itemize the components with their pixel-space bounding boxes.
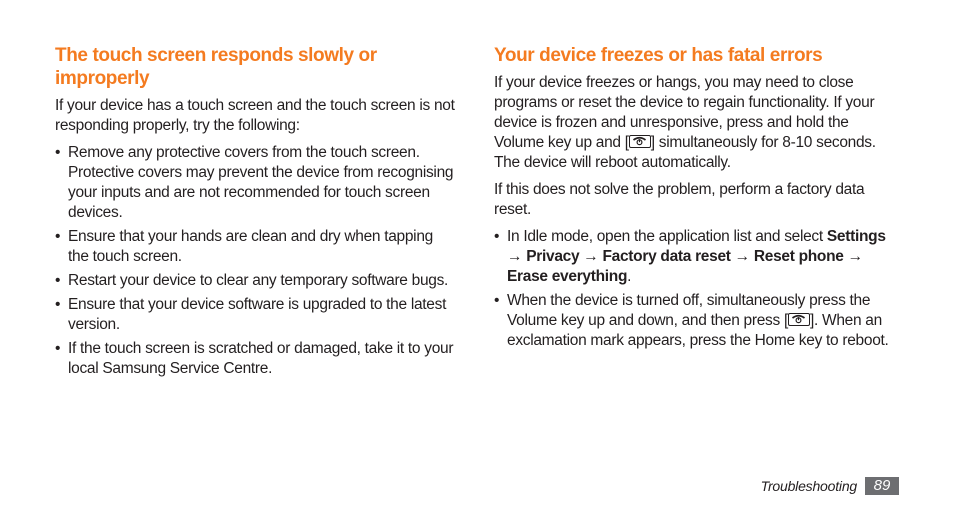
page-footer	[761, 477, 899, 495]
right-column	[494, 44, 899, 355]
list-item	[494, 291, 899, 351]
power-end-key-icon	[788, 313, 810, 326]
page-number: 89	[865, 477, 899, 495]
left-intro: If your device has a touch screen and the touch screen is not responding properly, try the following:	[55, 97, 455, 134]
menu-path-privacy: Privacy	[526, 248, 580, 265]
arrow: →	[507, 248, 527, 265]
text-segment: When the device is turned off, simultaneously press the Volume key up and down, and then press [	[507, 292, 871, 329]
menu-path-settings: Settings	[826, 228, 886, 245]
left-column	[55, 44, 455, 383]
footer-section-title: Troubleshooting	[760, 478, 857, 494]
left-heading: The touch screen responds slowly or improperly	[55, 45, 377, 89]
menu-path-erase-everything: Erase everything	[507, 268, 628, 285]
right-paragraph-2: If this does not solve the problem, perform a factory data reset.	[494, 181, 865, 218]
text-segment: .	[627, 268, 632, 285]
text-segment: ]. When an exclamation mark appears, press the Home key to reboot.	[507, 312, 889, 349]
arrow: →	[579, 248, 603, 265]
arrow: →	[730, 248, 754, 265]
list-item	[494, 227, 899, 287]
list-item: • Restart your device to clear any temporary software bugs.	[55, 271, 455, 291]
text-segment: ] simultaneously for 8-10 seconds. The device will reboot automatically.	[494, 134, 876, 171]
menu-path-reset-phone: Reset phone	[753, 248, 844, 265]
right-heading: Your device freezes or has fatal errors	[494, 45, 823, 66]
list-item: • If the touch screen is scratched or damaged, take it to your local Samsung Service Centre.	[55, 339, 455, 379]
arrow: →	[843, 248, 863, 265]
right-paragraph-1	[494, 73, 899, 173]
list-item: • Ensure that your device software is upgraded to the latest version.	[55, 295, 455, 335]
power-end-key-icon	[629, 135, 651, 148]
right-bullet-list	[494, 227, 899, 351]
list-item: • Ensure that your hands are clean and dry when tapping the touch screen.	[55, 227, 455, 267]
text-segment: If your device freezes or hangs, you may need to close programs or reset the device to regain functionality. If your device is frozen and unresponsive, press and hold the Volume key up and [	[494, 74, 875, 151]
list-item: • Remove any protective covers from the touch screen. Protective covers may prevent the device from recognising your inputs and are not recommended for touch screen devices.	[55, 143, 455, 223]
text-segment: In Idle mode, open the application list and select	[507, 228, 827, 245]
left-bullet-list	[55, 143, 455, 379]
menu-path-factory-data-reset: Factory data reset	[602, 248, 731, 265]
